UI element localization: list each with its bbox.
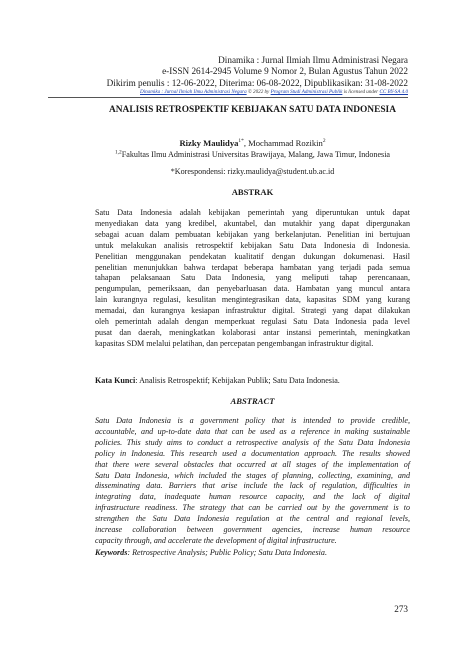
abstrak-line: pusat dan daerah, meningkatkan kolaborasi antar instansi pemerintah, meningkatkan [95,327,410,337]
abstract-line: increase collaboration between government agencies, increase human resource [95,525,410,535]
copyright-text: © 2022 by [247,89,270,96]
abstract-heading: ABSTRACT [230,396,275,406]
abstract-line: capacity through, and accelerate the development of digital infrastructure. [95,535,337,545]
issn-volume-line: e-ISSN 2614-2945 Volume 9 Nomor 2, Bulan Agustus Tahun 2022 [162,66,408,77]
page-number: 273 [394,604,408,614]
abstrak-line: Satu Data Indonesia adalah kebijakan pemerintah yang diperuntukan untuk dapat [95,208,410,217]
first-author: Rizky Maulidya [179,138,239,148]
abstract-body [95,416,410,547]
keywords-text: : Retrospective Analysis; Public Policy; Satu Data Indonesia. [127,548,327,557]
author-line [95,138,410,148]
correspondence: *Korespondensi: rizky.maulidya@student.ub.ac.id [170,167,335,176]
abstrak-line: untuk melakukan analisis retrospektif kebijakan Satu Data Indonesia di Indonesia. [95,240,410,250]
abstract-line: strengthen the Satu Data Indonesia regulation at the central and regional levels, [95,514,410,524]
affiliation-sup: 1,2 [114,149,122,156]
article-title: ANALISIS RETROSPEKTIF KEBIJAKAN SATU DATA INDONESIA [109,105,396,115]
license-link[interactable]: CC BY-SA 4.0 [379,89,408,96]
license-line [48,89,408,98]
abstrak-line: memadai, dan kurangnya kesiapan infrastruktur digital. Strategi yang dapat dilakukan [95,306,410,316]
abstract-line: Satu Data Indonesia is a government policy that is intended to provide credible, [95,416,410,425]
journal-name: Dinamika : Jurnal Ilmiah Ilmu Administrasi Negara [218,55,408,65]
abstrak-line: oleh pemerintah adalah dengan memperkuat regulasi Satu Data Indonesia pada level [95,317,410,327]
keywords-label: Keywords [95,548,128,557]
affiliation-text: Fakultas Ilmu Administrasi Universitas Brawijaya, Malang, Jawa Timur, Indonesia [121,150,391,159]
abstrak-line: penelitian menunjukkan bahwa terdapat beberapa hambatan yang terjadi pada semua [95,262,410,272]
abstrak-line: kapasitas SDM melalui pelatihan, dan percepatan pengembangan infrastruktur digital. [95,338,374,348]
journal-link[interactable]: Dinamika : Jurnal Ilmiah Ilmu Administrasi Negara [140,89,247,96]
abstrak-line: Penelitian menggunakan pendekatan kualitatif dengan dukungan dokumenasi. Hasil [95,251,410,261]
abstrak-line: menyediakan data yang kredibel, akuntabel, dan mutakhir yang dapat dipergunakan [95,218,410,228]
abstract-line: accountable, and up-to-date data that can be used as a reference in making sustainable [95,426,410,436]
second-author: Mochammad Rozikin [248,138,323,148]
abstrak-heading: ABSTRAK [231,187,274,197]
abstract-line: that there were several obstacles that occurred at all stages of the implementation of [95,459,410,469]
kata-kunci-label: Kata Kunci [95,376,136,385]
keywords [95,548,410,557]
abstract-line: policies. This study aims to conduct a retrospective analysis of the Satu Data Indonesia [95,437,410,447]
affiliation [95,150,410,159]
abstrak-line: lain kurangnya regulasi, kesulitan mengintegrasikan data, kapasitas SDM yang kurang [95,295,410,305]
kata-kunci [95,376,410,385]
submission-dates: Dikirim penulis : 12-06-2022, Diterima: 06-08-2022, Dipublikasikan: 31-08-2022 [106,77,408,88]
abstract-line: Satu Data Indonesia, which included the stages of planning, collecting, examining, and [95,470,410,480]
abstrak-line: pengumpulan, pemeriksaan, dan penyebarluasan data. Hambatan yang muncul antara [95,284,410,294]
second-author-sup: 2 [322,138,326,145]
abstract-line: disseminating data. Barriers that arise include the lack of regulation, difficulties in [95,481,410,491]
abstract-line: integrating data, inadequate human resource capacity, and the lack of digital [95,492,410,502]
abstract-line: infrastructure readiness. The strategy that can be carried out by the government is to [95,503,410,513]
kata-kunci-text: : Analisis Retrospektif; Kebijakan Publik; Satu Data Indonesia. [135,376,340,385]
program-link[interactable]: Program Studi Administrasi Publik [270,89,343,96]
abstrak-line: tahapan pelaksanaan Satu Data Indonesia, yang meliputi tahap perencanaan, [95,273,410,283]
abstract-line: policy in Indonesia. This research used a documentation approach. The results showed [95,448,410,458]
author-separator: , [243,138,249,148]
first-author-sup: 1* [238,138,244,145]
journal-header [48,55,408,98]
license-text: is licensed under [343,89,379,96]
abstrak-body [95,208,410,350]
abstrak-line: sebagai acuan dalam pembuatan kebijakan yang berkelanjutan. Penelitian ini bertujuan [95,229,410,239]
